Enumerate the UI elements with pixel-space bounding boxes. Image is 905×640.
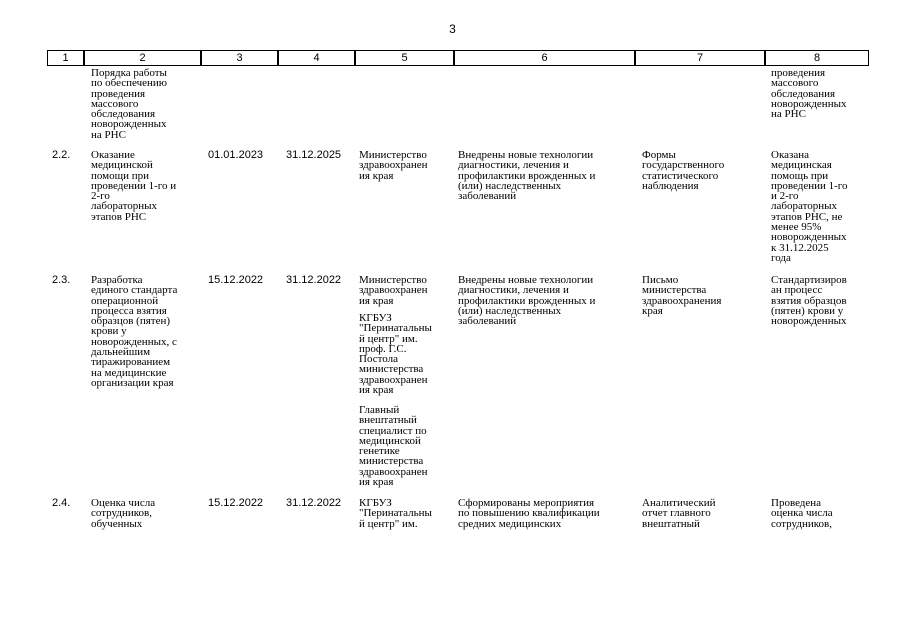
row-indicator: Стандартизиров ан процесс взятия образцов (пятен) крови у новорожденных	[771, 274, 847, 328]
header-col-6: 6	[454, 50, 635, 66]
table-header-row	[48, 50, 869, 66]
row-document: Аналитический отчет главного внештатный	[642, 497, 716, 530]
row-result: Сформированы мероприятия по повышению квалификации средних медицинских	[458, 497, 600, 530]
header-col-4: 4	[278, 50, 355, 66]
row-executor: Главный внештатный специалист по медицинской генетике министерства здравоохранен ия края	[359, 404, 428, 489]
row-executor: КГБУЗ "Перинатальны й центр" им. проф. Г.С. Постола министерства здравоохранен ия края	[359, 312, 432, 397]
row-activity-name: Оценка числа сотрудников, обученных	[91, 497, 156, 530]
row-start-date: 15.12.2022	[208, 497, 264, 509]
row-number: 2.4.	[52, 497, 71, 509]
row-indicator: Проведена оценка числа сотрудников,	[771, 497, 833, 530]
prev-row-name: Порядка работы по обеспечению проведения массового обследования новорожденных на РНС	[91, 67, 168, 141]
header-col-8: 8	[765, 50, 869, 66]
row-executor: КГБУЗ "Перинатальны й центр" им.	[359, 497, 432, 530]
row-number: 2.2.	[52, 149, 71, 161]
header-col-1: 1	[47, 50, 84, 66]
row-end-date: 31.12.2025	[286, 149, 342, 161]
page-number: 3	[449, 22, 456, 36]
header-col-2: 2	[84, 50, 201, 66]
row-activity-name: Оказание медицинской помощи при проведении 1-го и 2-го лабораторных этапов РНС	[91, 149, 177, 223]
row-start-date: 01.01.2023	[208, 149, 264, 161]
row-end-date: 31.12.2022	[286, 274, 342, 286]
row-executor: Министерство здравоохранен ия края	[359, 149, 428, 182]
row-document: Письмо министерства здравоохранения края	[642, 274, 722, 317]
prev-row-indicator: проведения массового обследования новорожденных на РНС	[771, 67, 847, 121]
row-indicator: Оказана медицинская помощь при проведении 1-го и 2-го лабораторных этапов РНС, не менее 95% новорожденных к 31.12.2025 года	[771, 149, 848, 264]
row-activity-name: Разработка единого стандарта операционной процесса взятия образцов (пятен) крови у новорожденных, с дальнейшим тиражированием на медицинские организации края	[91, 274, 178, 389]
header-col-7: 7	[635, 50, 765, 66]
row-start-date: 15.12.2022	[208, 274, 264, 286]
header-col-5: 5	[355, 50, 454, 66]
row-end-date: 31.12.2022	[286, 497, 342, 509]
row-number: 2.3.	[52, 274, 71, 286]
row-document: Формы государственного статистического наблюдения	[642, 149, 725, 192]
row-executor: Министерство здравоохранен ия края	[359, 274, 428, 307]
header-col-3: 3	[201, 50, 278, 66]
row-result: Внедрены новые технологии диагностики, лечения и профилактики врожденных и (или) наследственных заболеваний	[458, 274, 596, 328]
row-result: Внедрены новые технологии диагностики, лечения и профилактики врожденных и (или) наследственных заболеваний	[458, 149, 596, 203]
